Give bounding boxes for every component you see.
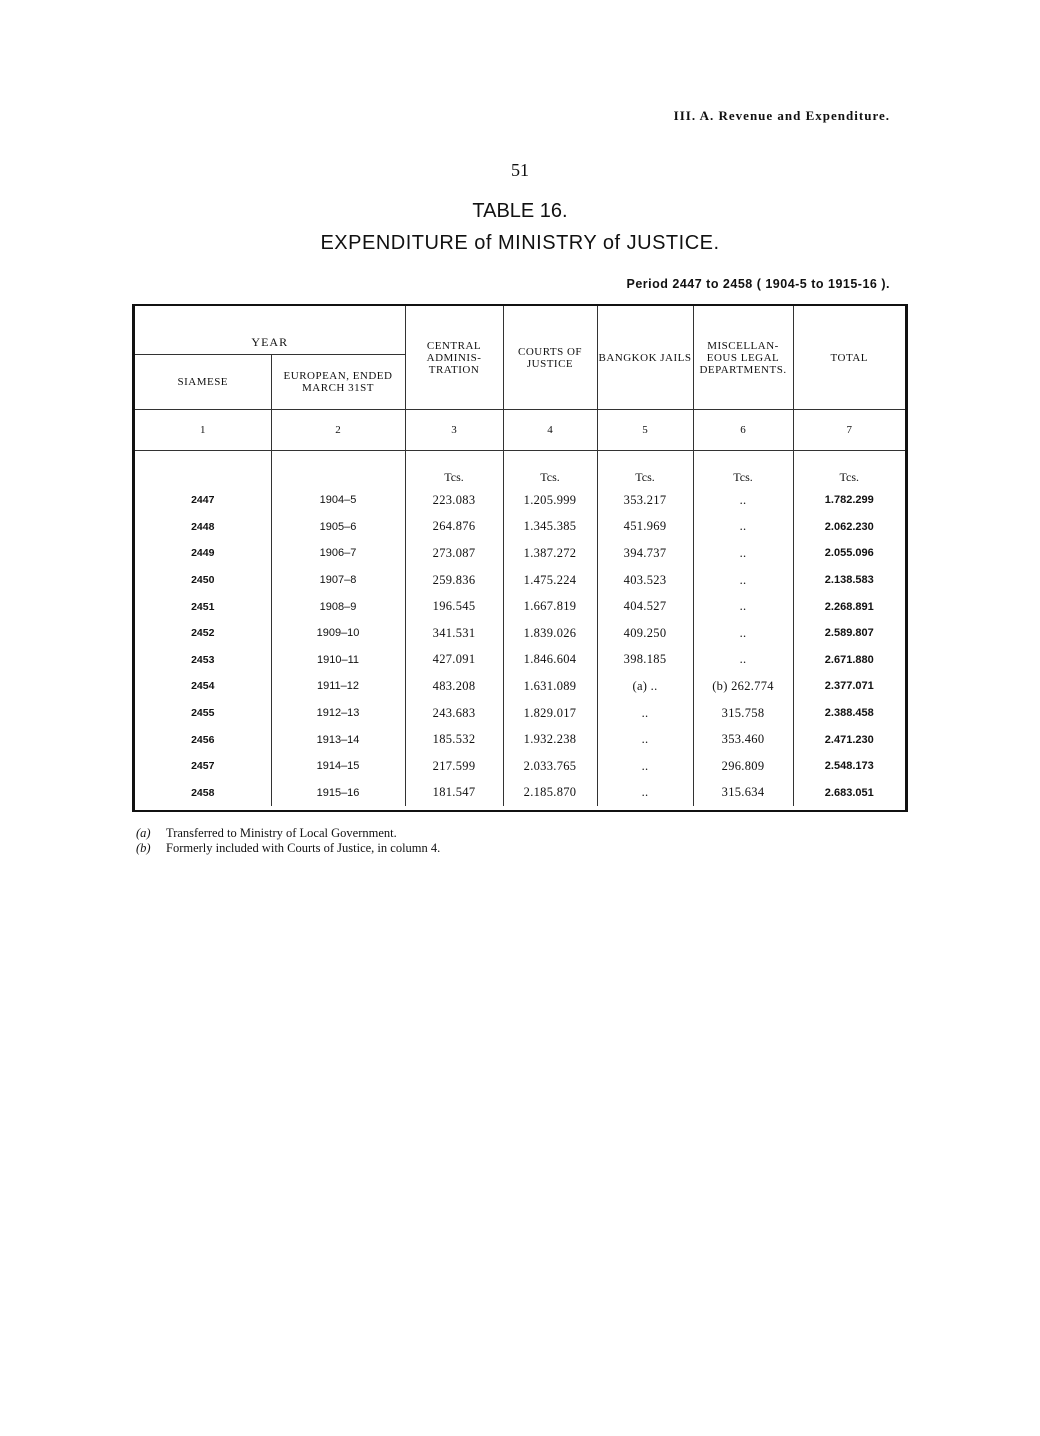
cell-bangkok: 404.527 (597, 593, 693, 620)
cell-bangkok: 398.185 (597, 647, 693, 674)
cell-european: 1914–15 (271, 753, 405, 780)
cell-european: 1906–7 (271, 540, 405, 567)
cell-european: 1908–9 (271, 593, 405, 620)
footnote (136, 841, 440, 856)
footnote (136, 826, 440, 841)
page-number: 51 (511, 160, 529, 180)
cell-courts: 1.475.224 (503, 567, 597, 594)
cell-misc: 315.634 (693, 780, 793, 807)
cell-european: 1904–5 (271, 487, 405, 514)
cell-total: 2.377.071 (793, 673, 905, 700)
table-row (135, 620, 905, 647)
header-central-administration: CENTRAL ADMINIS- TRATION (405, 306, 503, 410)
expenditure-table (132, 304, 908, 812)
cell-central: 273.087 (405, 540, 503, 567)
column-number: 1 (135, 410, 271, 451)
cell-misc: .. (693, 514, 793, 541)
cell-central: 341.531 (405, 620, 503, 647)
table-row (135, 487, 905, 514)
column-number: 5 (597, 410, 693, 451)
footnote-text: Transferred to Ministry of Local Government. (166, 826, 397, 840)
cell-central: 259.836 (405, 567, 503, 594)
cell-siamese: 2453 (191, 653, 215, 666)
cell-total: 1.782.299 (793, 487, 905, 514)
table-title: EXPENDITURE of MINISTRY of JUSTICE. (320, 232, 720, 254)
cell-bangkok: 409.250 (597, 620, 693, 647)
footnote-text: Formerly included with Courts of Justice, in column 4. (166, 841, 441, 855)
cell-misc: .. (693, 567, 793, 594)
header-year: YEAR (135, 306, 405, 355)
cell-central: 427.091 (405, 647, 503, 674)
cell-misc: 353.460 (693, 726, 793, 753)
cell-european: 1912–13 (271, 700, 405, 727)
cell-european: 1909–10 (271, 620, 405, 647)
cell-total: 2.062.230 (793, 514, 905, 541)
cell-total: 2.671.880 (793, 647, 905, 674)
table-row (135, 567, 905, 594)
header-total: TOTAL (793, 306, 905, 410)
cell-total: 2.268.891 (793, 593, 905, 620)
cell-courts: 1.932.238 (503, 726, 597, 753)
cell-courts: 1.839.026 (503, 620, 597, 647)
cell-courts: 2.033.765 (503, 753, 597, 780)
header-miscellaneous-legal: MISCELLAN- EOUS LEGAL DEPARTMENTS. (693, 306, 793, 410)
header-bangkok-jails: BANGKOK JAILS (597, 306, 693, 410)
cell-misc: 315.758 (693, 700, 793, 727)
cell-bangkok: 403.523 (597, 567, 693, 594)
cell-bangkok: 451.969 (597, 514, 693, 541)
table-row (135, 593, 905, 620)
cell-bangkok: .. (597, 753, 693, 780)
table-row (135, 780, 905, 807)
cell-courts: 1.667.819 (503, 593, 597, 620)
cell-european: 1915–16 (271, 780, 405, 807)
cell-bangkok: 353.217 (597, 487, 693, 514)
unit-label: Tcs. (793, 451, 905, 488)
cell-courts: 1.631.089 (503, 673, 597, 700)
cell-central: 243.683 (405, 700, 503, 727)
cell-total: 2.683.051 (793, 780, 905, 807)
cell-bangkok: 394.737 (597, 540, 693, 567)
table-row (135, 514, 905, 541)
header-european: EUROPEAN, ENDED MARCH 31ST (271, 355, 405, 410)
table-row (135, 673, 905, 700)
column-number: 4 (503, 410, 597, 451)
cell-total: 2.471.230 (793, 726, 905, 753)
footnotes (136, 826, 440, 856)
cell-european: 1910–11 (271, 647, 405, 674)
cell-courts: 1.829.017 (503, 700, 597, 727)
cell-total: 2.589.807 (793, 620, 905, 647)
table-number: TABLE 16. (472, 200, 568, 222)
cell-siamese: 2447 (191, 494, 215, 507)
column-number: 7 (793, 410, 905, 451)
period-caption: Period 2447 to 2458 ( 1904-5 to 1915-16 ). (626, 277, 890, 291)
cell-misc: .. (693, 620, 793, 647)
cell-central: 181.547 (405, 780, 503, 807)
cell-misc: .. (693, 487, 793, 514)
cell-bangkok: .. (597, 726, 693, 753)
table-row (135, 647, 905, 674)
unit-label: Tcs. (693, 451, 793, 488)
cell-central: 196.545 (405, 593, 503, 620)
cell-siamese: 2450 (191, 574, 215, 587)
cell-siamese: 2457 (191, 760, 215, 773)
table-row (135, 540, 905, 567)
cell-misc: .. (693, 540, 793, 567)
cell-bangkok: .. (597, 700, 693, 727)
cell-siamese: 2455 (191, 707, 215, 720)
cell-european: 1913–14 (271, 726, 405, 753)
cell-courts: 1.345.385 (503, 514, 597, 541)
column-number: 6 (693, 410, 793, 451)
column-number: 3 (405, 410, 503, 451)
cell-siamese: 2448 (191, 520, 215, 533)
header-courts-of-justice: COURTS OF JUSTICE (503, 306, 597, 410)
section-header: III. A. Revenue and Expenditure. (673, 108, 890, 123)
cell-siamese: 2458 (191, 786, 215, 799)
cell-misc: .. (693, 593, 793, 620)
cell-siamese: 2451 (191, 600, 215, 613)
cell-courts: 1.205.999 (503, 487, 597, 514)
column-number: 2 (271, 410, 405, 451)
cell-siamese: 2452 (191, 627, 215, 640)
unit-label: Tcs. (503, 451, 597, 488)
cell-courts: 2.185.870 (503, 780, 597, 807)
cell-total: 2.548.173 (793, 753, 905, 780)
cell-siamese: 2454 (191, 680, 215, 693)
cell-bangkok: .. (597, 780, 693, 807)
cell-central: 217.599 (405, 753, 503, 780)
cell-central: 223.083 (405, 487, 503, 514)
cell-siamese: 2456 (191, 733, 215, 746)
table-row (135, 726, 905, 753)
cell-central: 483.208 (405, 673, 503, 700)
cell-central: 264.876 (405, 514, 503, 541)
unit-label: Tcs. (597, 451, 693, 488)
table-row (135, 700, 905, 727)
cell-courts: 1.846.604 (503, 647, 597, 674)
cell-total: 2.055.096 (793, 540, 905, 567)
cell-courts: 1.387.272 (503, 540, 597, 567)
unit-label: Tcs. (405, 451, 503, 488)
cell-european: 1905–6 (271, 514, 405, 541)
cell-total: 2.388.458 (793, 700, 905, 727)
cell-misc: (b) 262.774 (693, 673, 793, 700)
cell-total: 2.138.583 (793, 567, 905, 594)
header-siamese: SIAMESE (135, 355, 271, 410)
footnote-mark: (a) (136, 826, 151, 840)
table-row (135, 753, 905, 780)
cell-european: 1911–12 (271, 673, 405, 700)
cell-siamese: 2449 (191, 547, 215, 560)
cell-misc: .. (693, 647, 793, 674)
cell-central: 185.532 (405, 726, 503, 753)
cell-bangkok: (a) .. (597, 673, 693, 700)
cell-european: 1907–8 (271, 567, 405, 594)
footnote-mark: (b) (136, 841, 151, 855)
cell-misc: 296.809 (693, 753, 793, 780)
